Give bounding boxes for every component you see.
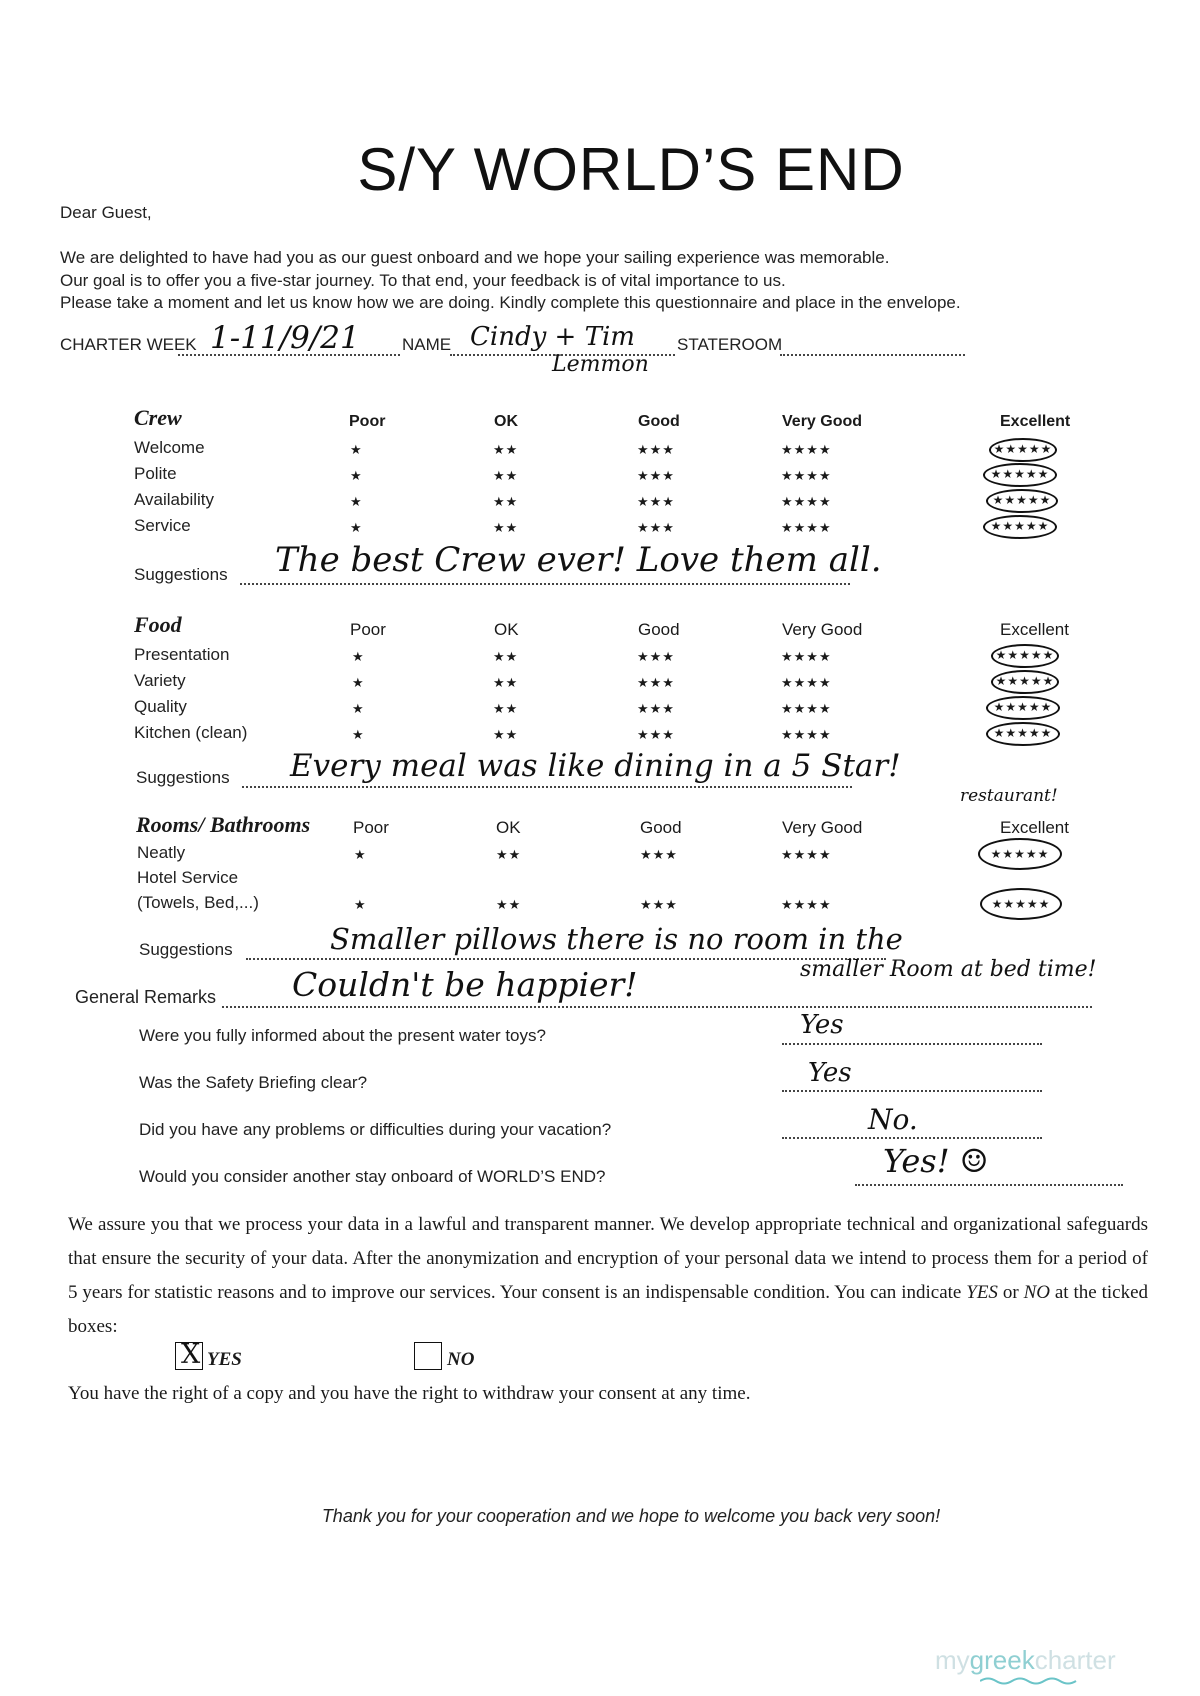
question-safety-briefing: Was the Safety Briefing clear? bbox=[139, 1073, 368, 1092]
rooms-item-hotel-service: Hotel Service bbox=[137, 868, 239, 887]
crew-welcome-good[interactable]: ★★★ bbox=[637, 442, 675, 457]
intro-line-2: Our goal is to offer you a five-star journey. To that end, your feedback is of vital importance to us. bbox=[60, 271, 786, 290]
crew-item-service: Service bbox=[134, 516, 191, 535]
food-col-good: Good bbox=[638, 620, 680, 639]
answer-problems[interactable]: No. bbox=[868, 1103, 918, 1136]
food-presentation-poor[interactable]: ★ bbox=[352, 649, 365, 664]
question-water-toys: Were you fully informed about the present water toys? bbox=[139, 1026, 546, 1045]
crew-service-excellent-circled[interactable]: ★★★★★ bbox=[983, 515, 1057, 539]
consent-yes-label: YES bbox=[207, 1349, 242, 1370]
crew-availability-poor[interactable]: ★ bbox=[350, 494, 363, 509]
closing-note: Thank you for your cooperation and we hope to welcome you back very soon! bbox=[321, 1506, 941, 1526]
crew-welcome-ok[interactable]: ★★ bbox=[493, 442, 519, 457]
crew-welcome-very-good[interactable]: ★★★★ bbox=[781, 442, 832, 457]
food-presentation-ok[interactable]: ★★ bbox=[493, 649, 519, 664]
crew-service-ok[interactable]: ★★ bbox=[493, 520, 519, 535]
col-excellent: Excellent bbox=[1000, 413, 1071, 430]
watermark-logo bbox=[935, 1645, 1116, 1676]
rooms-suggestions-value-2[interactable]: smaller Room at bed time! bbox=[800, 957, 1097, 982]
consent-rights: You have the right of a copy and you have the right to withdraw your consent at any time. bbox=[68, 1383, 751, 1404]
rooms-suggestions-line bbox=[246, 958, 886, 960]
question-problems: Did you have any problems or difficulties during your vacation? bbox=[139, 1120, 612, 1139]
watermark-middle: greek bbox=[969, 1645, 1035, 1675]
crew-item-availability: Availability bbox=[134, 490, 215, 509]
section-title-crew: Crew bbox=[134, 405, 182, 430]
answer-water-toys[interactable]: Yes bbox=[800, 1010, 844, 1040]
col-poor: Poor bbox=[349, 413, 386, 430]
consent-or-word: or bbox=[997, 1282, 1024, 1303]
consent-no-word: NO bbox=[1023, 1282, 1050, 1303]
rooms-col-ok: OK bbox=[496, 818, 521, 837]
name-value-2: Lemmon bbox=[552, 352, 649, 377]
name-value: Cindy + Tim bbox=[470, 322, 635, 352]
food-col-poor: Poor bbox=[350, 620, 386, 639]
crew-suggestions-line bbox=[240, 583, 850, 585]
food-quality-poor[interactable]: ★ bbox=[352, 701, 365, 716]
food-col-ok: OK bbox=[494, 620, 519, 639]
rooms-col-good: Good bbox=[640, 818, 682, 837]
rooms-col-excellent: Excellent bbox=[1000, 818, 1069, 837]
section-title-food: Food bbox=[134, 612, 182, 637]
crew-welcome-poor[interactable]: ★ bbox=[350, 442, 363, 457]
stateroom-line bbox=[780, 354, 965, 356]
food-presentation-good[interactable]: ★★★ bbox=[637, 649, 675, 664]
crew-service-good[interactable]: ★★★ bbox=[637, 520, 675, 535]
watermark-left: my bbox=[935, 1645, 970, 1675]
rooms-neatly-very-good[interactable]: ★★★★ bbox=[781, 847, 832, 862]
crew-suggestions-label: Suggestions bbox=[134, 565, 228, 584]
general-remarks-value[interactable]: Couldn't be happier! bbox=[292, 965, 638, 1004]
section-title-rooms: Rooms/ Bathrooms bbox=[136, 812, 311, 837]
rooms-suggestions-label: Suggestions bbox=[139, 940, 233, 959]
crew-polite-good[interactable]: ★★★ bbox=[637, 468, 675, 483]
crew-item-welcome: Welcome bbox=[134, 438, 205, 457]
crew-service-poor[interactable]: ★ bbox=[350, 520, 363, 535]
rooms-col-poor: Poor bbox=[353, 818, 389, 837]
consent-paragraph bbox=[68, 1208, 1148, 1344]
charter-week-label: CHARTER WEEK bbox=[60, 335, 197, 354]
name-label: NAME bbox=[402, 335, 452, 354]
food-suggestions-value-2[interactable]: restaurant! bbox=[960, 786, 1058, 806]
consent-yes-checkbox[interactable] bbox=[175, 1339, 203, 1370]
answer-line-problems bbox=[782, 1137, 1042, 1139]
food-variety-poor[interactable]: ★ bbox=[352, 675, 365, 690]
rooms-hotel-very-good[interactable]: ★★★★ bbox=[781, 897, 832, 912]
food-item-presentation: Presentation bbox=[134, 645, 230, 664]
consent-text: We assure you that we process your data in a lawful and transparent manner. We develop appropriate technical and organizational safeguards that ensure the security of your data. After the anonymization and encryption of your personal data we intend to process them for a period of 5 years for statistic reasons and to improve our services. Your consent is an indispensable condition. You can indicate bbox=[68, 1214, 1148, 1303]
rooms-hotel-poor[interactable]: ★ bbox=[354, 897, 367, 912]
food-quality-very-good[interactable]: ★★★★ bbox=[781, 701, 832, 716]
document-title: S/Y WORLD’S END bbox=[357, 136, 905, 203]
consent-tail: at the ticked boxes: bbox=[68, 1282, 1149, 1337]
charter-week-value: 1-11/9/21 bbox=[210, 320, 360, 356]
rooms-hotel-good[interactable]: ★★★ bbox=[640, 897, 678, 912]
food-item-kitchen: Kitchen (clean) bbox=[134, 723, 248, 742]
crew-polite-excellent-circled[interactable]: ★★★★★ bbox=[983, 463, 1057, 487]
consent-yes-check-mark: X bbox=[181, 1339, 201, 1370]
watermark-wave-icon bbox=[980, 1676, 1080, 1686]
question-another-stay: Would you consider another stay onboard of WORLD’S END? bbox=[139, 1167, 606, 1186]
food-variety-ok[interactable]: ★★ bbox=[493, 675, 519, 690]
rooms-item-neatly: Neatly bbox=[137, 843, 186, 862]
rooms-suggestions-value[interactable]: Smaller pillows there is no room in the bbox=[330, 922, 903, 956]
intro-line-3: Please take a moment and let us know how we are doing. Kindly complete this questionnaire and place in the envelope. bbox=[60, 293, 961, 312]
crew-polite-ok[interactable]: ★★ bbox=[493, 468, 519, 483]
food-presentation-very-good[interactable]: ★★★★ bbox=[781, 649, 832, 664]
food-kitchen-good[interactable]: ★★★ bbox=[637, 727, 675, 742]
rooms-neatly-ok[interactable]: ★★ bbox=[496, 847, 522, 862]
food-item-variety: Variety bbox=[134, 671, 186, 690]
rooms-neatly-poor[interactable]: ★ bbox=[354, 847, 367, 862]
food-kitchen-ok[interactable]: ★★ bbox=[493, 727, 519, 742]
consent-no-label: NO bbox=[447, 1349, 475, 1370]
crew-availability-very-good[interactable]: ★★★★ bbox=[781, 494, 832, 509]
watermark-right: charter bbox=[1034, 1645, 1116, 1675]
food-kitchen-very-good[interactable]: ★★★★ bbox=[781, 727, 832, 742]
food-variety-good[interactable]: ★★★ bbox=[637, 675, 675, 690]
rooms-neatly-good[interactable]: ★★★ bbox=[640, 847, 678, 862]
answer-safety-briefing[interactable]: Yes bbox=[808, 1058, 852, 1088]
food-quality-excellent-circled[interactable]: ★★★★★ bbox=[986, 696, 1060, 720]
rooms-neatly-excellent-circled[interactable]: ★★★★★ bbox=[978, 838, 1062, 870]
answer-another-stay[interactable]: Yes! ☺ bbox=[883, 1142, 989, 1180]
answer-line-water-toys bbox=[782, 1043, 1042, 1045]
food-variety-excellent-circled[interactable]: ★★★★★ bbox=[991, 670, 1059, 694]
food-suggestions-value[interactable]: Every meal was like dining in a 5 Star! bbox=[290, 748, 901, 784]
rooms-hotel-ok[interactable]: ★★ bbox=[496, 897, 522, 912]
crew-welcome-excellent-circled[interactable]: ★★★★★ bbox=[989, 438, 1057, 462]
general-remarks-label: General Remarks bbox=[75, 987, 217, 1007]
col-good: Good bbox=[638, 413, 680, 430]
food-kitchen-poor[interactable]: ★ bbox=[352, 727, 365, 742]
food-col-very-good: Very Good bbox=[782, 620, 863, 639]
food-kitchen-excellent-circled[interactable]: ★★★★★ bbox=[986, 722, 1060, 746]
crew-availability-good[interactable]: ★★★ bbox=[637, 494, 675, 509]
food-col-excellent: Excellent bbox=[1000, 620, 1069, 639]
food-item-quality: Quality bbox=[134, 697, 187, 716]
crew-polite-poor[interactable]: ★ bbox=[350, 468, 363, 483]
consent-no-checkbox[interactable] bbox=[414, 1342, 442, 1370]
crew-suggestions-value[interactable]: The best Crew ever! Love them all. bbox=[275, 540, 882, 580]
rooms-col-very-good: Very Good bbox=[782, 818, 863, 837]
crew-availability-ok[interactable]: ★★ bbox=[493, 494, 519, 509]
rooms-hotel-excellent-circled[interactable]: ★★★★★ bbox=[980, 888, 1062, 920]
stateroom-label: STATEROOM bbox=[677, 335, 783, 354]
food-suggestions-line bbox=[242, 786, 852, 788]
greeting: Dear Guest, bbox=[60, 203, 152, 222]
crew-polite-very-good[interactable]: ★★★★ bbox=[781, 468, 832, 483]
general-remarks-line bbox=[222, 1006, 1092, 1008]
food-quality-good[interactable]: ★★★ bbox=[637, 701, 675, 716]
crew-item-polite: Polite bbox=[134, 464, 177, 483]
col-very-good: Very Good bbox=[782, 413, 863, 430]
crew-availability-excellent-circled[interactable]: ★★★★★ bbox=[986, 489, 1058, 513]
col-ok: OK bbox=[494, 413, 518, 430]
crew-service-very-good[interactable]: ★★★★ bbox=[781, 520, 832, 535]
consent-yes-word: YES bbox=[966, 1282, 998, 1303]
food-variety-very-good[interactable]: ★★★★ bbox=[781, 675, 832, 690]
food-presentation-excellent-circled[interactable]: ★★★★★ bbox=[991, 644, 1059, 668]
food-quality-ok[interactable]: ★★ bbox=[493, 701, 519, 716]
answer-line-safety-briefing bbox=[782, 1090, 1042, 1092]
food-suggestions-label: Suggestions bbox=[136, 768, 230, 787]
answer-line-another-stay bbox=[855, 1184, 1123, 1186]
rooms-item-towels-bed: (Towels, Bed,...) bbox=[137, 893, 259, 912]
intro-line-1: We are delighted to have had you as our guest onboard and we hope your sailing experience was memorable. bbox=[60, 248, 890, 267]
